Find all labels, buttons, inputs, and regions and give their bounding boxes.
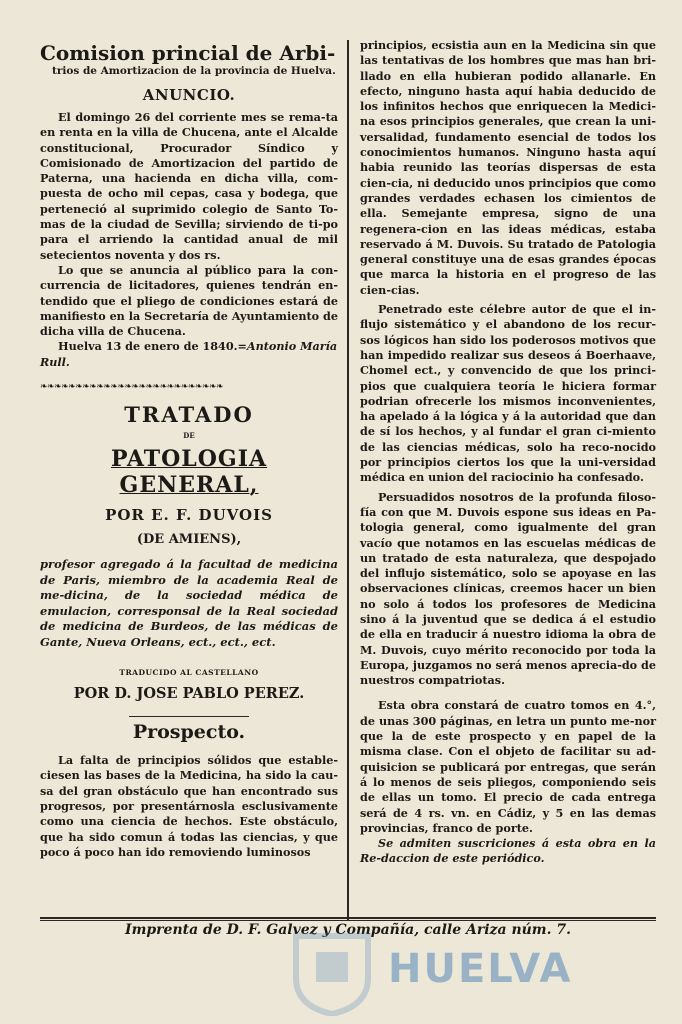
column-divider (347, 40, 349, 920)
watermark-text: HUELVA (388, 946, 573, 992)
date-line: Huelva 13 de enero de 1840.= (58, 339, 247, 354)
prospecto-paragraph-1: La falta de principios sólidos que estable-ciesen las bases de la Medicina, ha sido la cau-sa del gran obstáculo que han encontrado sus progresos, por presentárnosla esclusivamente como una ciencia de hechos. Este obstáculo, que ha sido comun á todas las ciencias, y que poco á poco han ido removiendo luminosos (40, 753, 338, 859)
footer-rule (40, 917, 656, 919)
left-column (40, 38, 338, 860)
printer-footer: Imprenta de D. F. Galvez y Compañía, calle Ariza núm. 7. (125, 922, 571, 938)
patologia-heading: PATOLOGIA GENERAL, (110, 446, 268, 499)
de-label: DE (183, 431, 195, 441)
anuncio-paragraph-2: Lo que se anuncia al público para la con-currencia de licitadores, quienes tendrán en-tendido que el pliego de condiciones estará de manifiesto en la Secretaría de Ayuntamiento de dicha villa de Chucena. (40, 262, 338, 339)
translated-label: TRADUCIDO AL CASTELLANO (119, 668, 259, 678)
commission-title: Comision princial de Arbi- (40, 41, 336, 65)
anuncio-signature-line (40, 339, 338, 370)
author-credentials: profesor agregado á la facultad de medicina de Paris, miembro de la academia Real de me-dicina, de la sociedad médica de emulacion, corresponsal de la Real sociedad de medicina de Burdeos, de las médicas de Gante, Nueva Orleans, ect., ect., ect. (40, 557, 338, 649)
commission-subtitle: trios de Amortizacion de la provincia de Huelva. (52, 65, 336, 77)
section-divider (129, 716, 249, 717)
footer-rule-2 (40, 920, 656, 921)
right-paragraph-2: Penetrado este célebre autor de que el in-flujo sistemático y el abandono de los recur-sos lógicos han sido los poderosos motivos que han impedido realizar sus deseos á Boerhaave, Chomel ect., y convencido de que los princi-pios que cualquiera teoría le hiciera formar podrian ofrecerle los mismos inconvenientes, ha apelado á la lógica y á la autoridad que dan de sí los hechos, y al fundar el gran ci-miento de las ciencias médicas, solo ha reco-nocido por principios ciertos los que la uni-versidad médica en union del raciocinio ha confesado. (360, 302, 656, 485)
anuncio-heading: ANUNCIO. (142, 86, 236, 104)
right-paragraph-4: Esta obra constará de cuatro tomos en 4.°, de unas 300 páginas, en letra un punto me-nor que la de este prospecto y en papel de la misma clase. Con el objeto de facilitar su ad-quisicion se publicará por entregas, que serán á lo menos de seis pliegos, componiendo seis de ellas un tomo. El precio de cada entrega será de 4 rs. vn. en Cádiz, y 5 en las demas provincias, franco de porte. (360, 698, 656, 835)
author-origin: (DE AMIENS), (136, 532, 242, 548)
anuncio-paragraph-1: El domingo 26 del corriente mes se rema-ta en renta en la villa de Chucena, ante el Alcalde constitucional, Procurador Síndico y Comisionado de Amortizacion del partido de Paterna, una hacienda en dicha villa, com-puesta de ocho mil cepas, casa y bodega, que perteneció al suprimido colegio de Santo To-mas de la ciudad de Sevilla; sirviendo de ti-po para el arriendo la cantidad anual de mil setecientos noventa y dos rs. (40, 110, 338, 262)
tratado-heading: TRATADO (124, 402, 254, 428)
ornament-divider: ❧❧❧❧❧❧❧❧❧❧❧❧❧❧❧❧❧❧❧❧❧❧❧❧❧❧ (40, 382, 224, 393)
right-paragraph-3: Persuadidos nosotros de la profunda filoso-fía con que M. Duvois espone sus ideas en Pa-tologia general, como igualmente del gran vacío que notamos en las escuelas médicas de un tratado de esta naturaleza, que despojado del influjo sistemático, solo se apoyase en las observaciones clínicas, creemos hacer un bien no solo á todos los profesores de Medicina sino á la juventud que se dedica á el estudio de ella en traducir á nuestro idioma la obra de M. Duvois, cuyo mérito reconocido por toda la Europa, juzgamos no será menos aprecia-do de nuestros compatriotas. (360, 489, 656, 688)
prospecto-heading: Prospecto. (132, 721, 246, 744)
right-column (360, 38, 656, 867)
translator-line: POR D. JOSE PABLO PEREZ. (73, 685, 305, 703)
author-line: POR E. F. DUVOIS (105, 506, 273, 525)
right-paragraph-1: principios, ecsistia aun en la Medicina sin que las tentativas de los hombres que mas han bri-llado en ella hubieran podido allanarle. En efecto, ninguno hasta aquí habia deducido de los infinitos hechos que enriquecen la Medici-na esos principios generales, que crean la uni-versalidad, fundamento esencial de todos los conocimientos humanos. Ninguno hasta aquí habia reunido las teorías dispersas de esta cien-cia, ni deducido unos principios que como grandes verdades echasen los cimientos de ella. Semejante empresa, signo de una regenera-cion en las ideas médicas, estaba reservado á M. Duvois. Su tratado de Patologia general constituye una de esas grandes épocas que marca la historia en el progreso de las cien-cias. (360, 38, 656, 297)
watermark-shield-icon (286, 928, 378, 1016)
signature: Antonio María Rull. (40, 339, 338, 369)
right-paragraph-5: Se admiten suscriciones á esta obra en la Re-daccion de este periódico. (360, 836, 656, 866)
